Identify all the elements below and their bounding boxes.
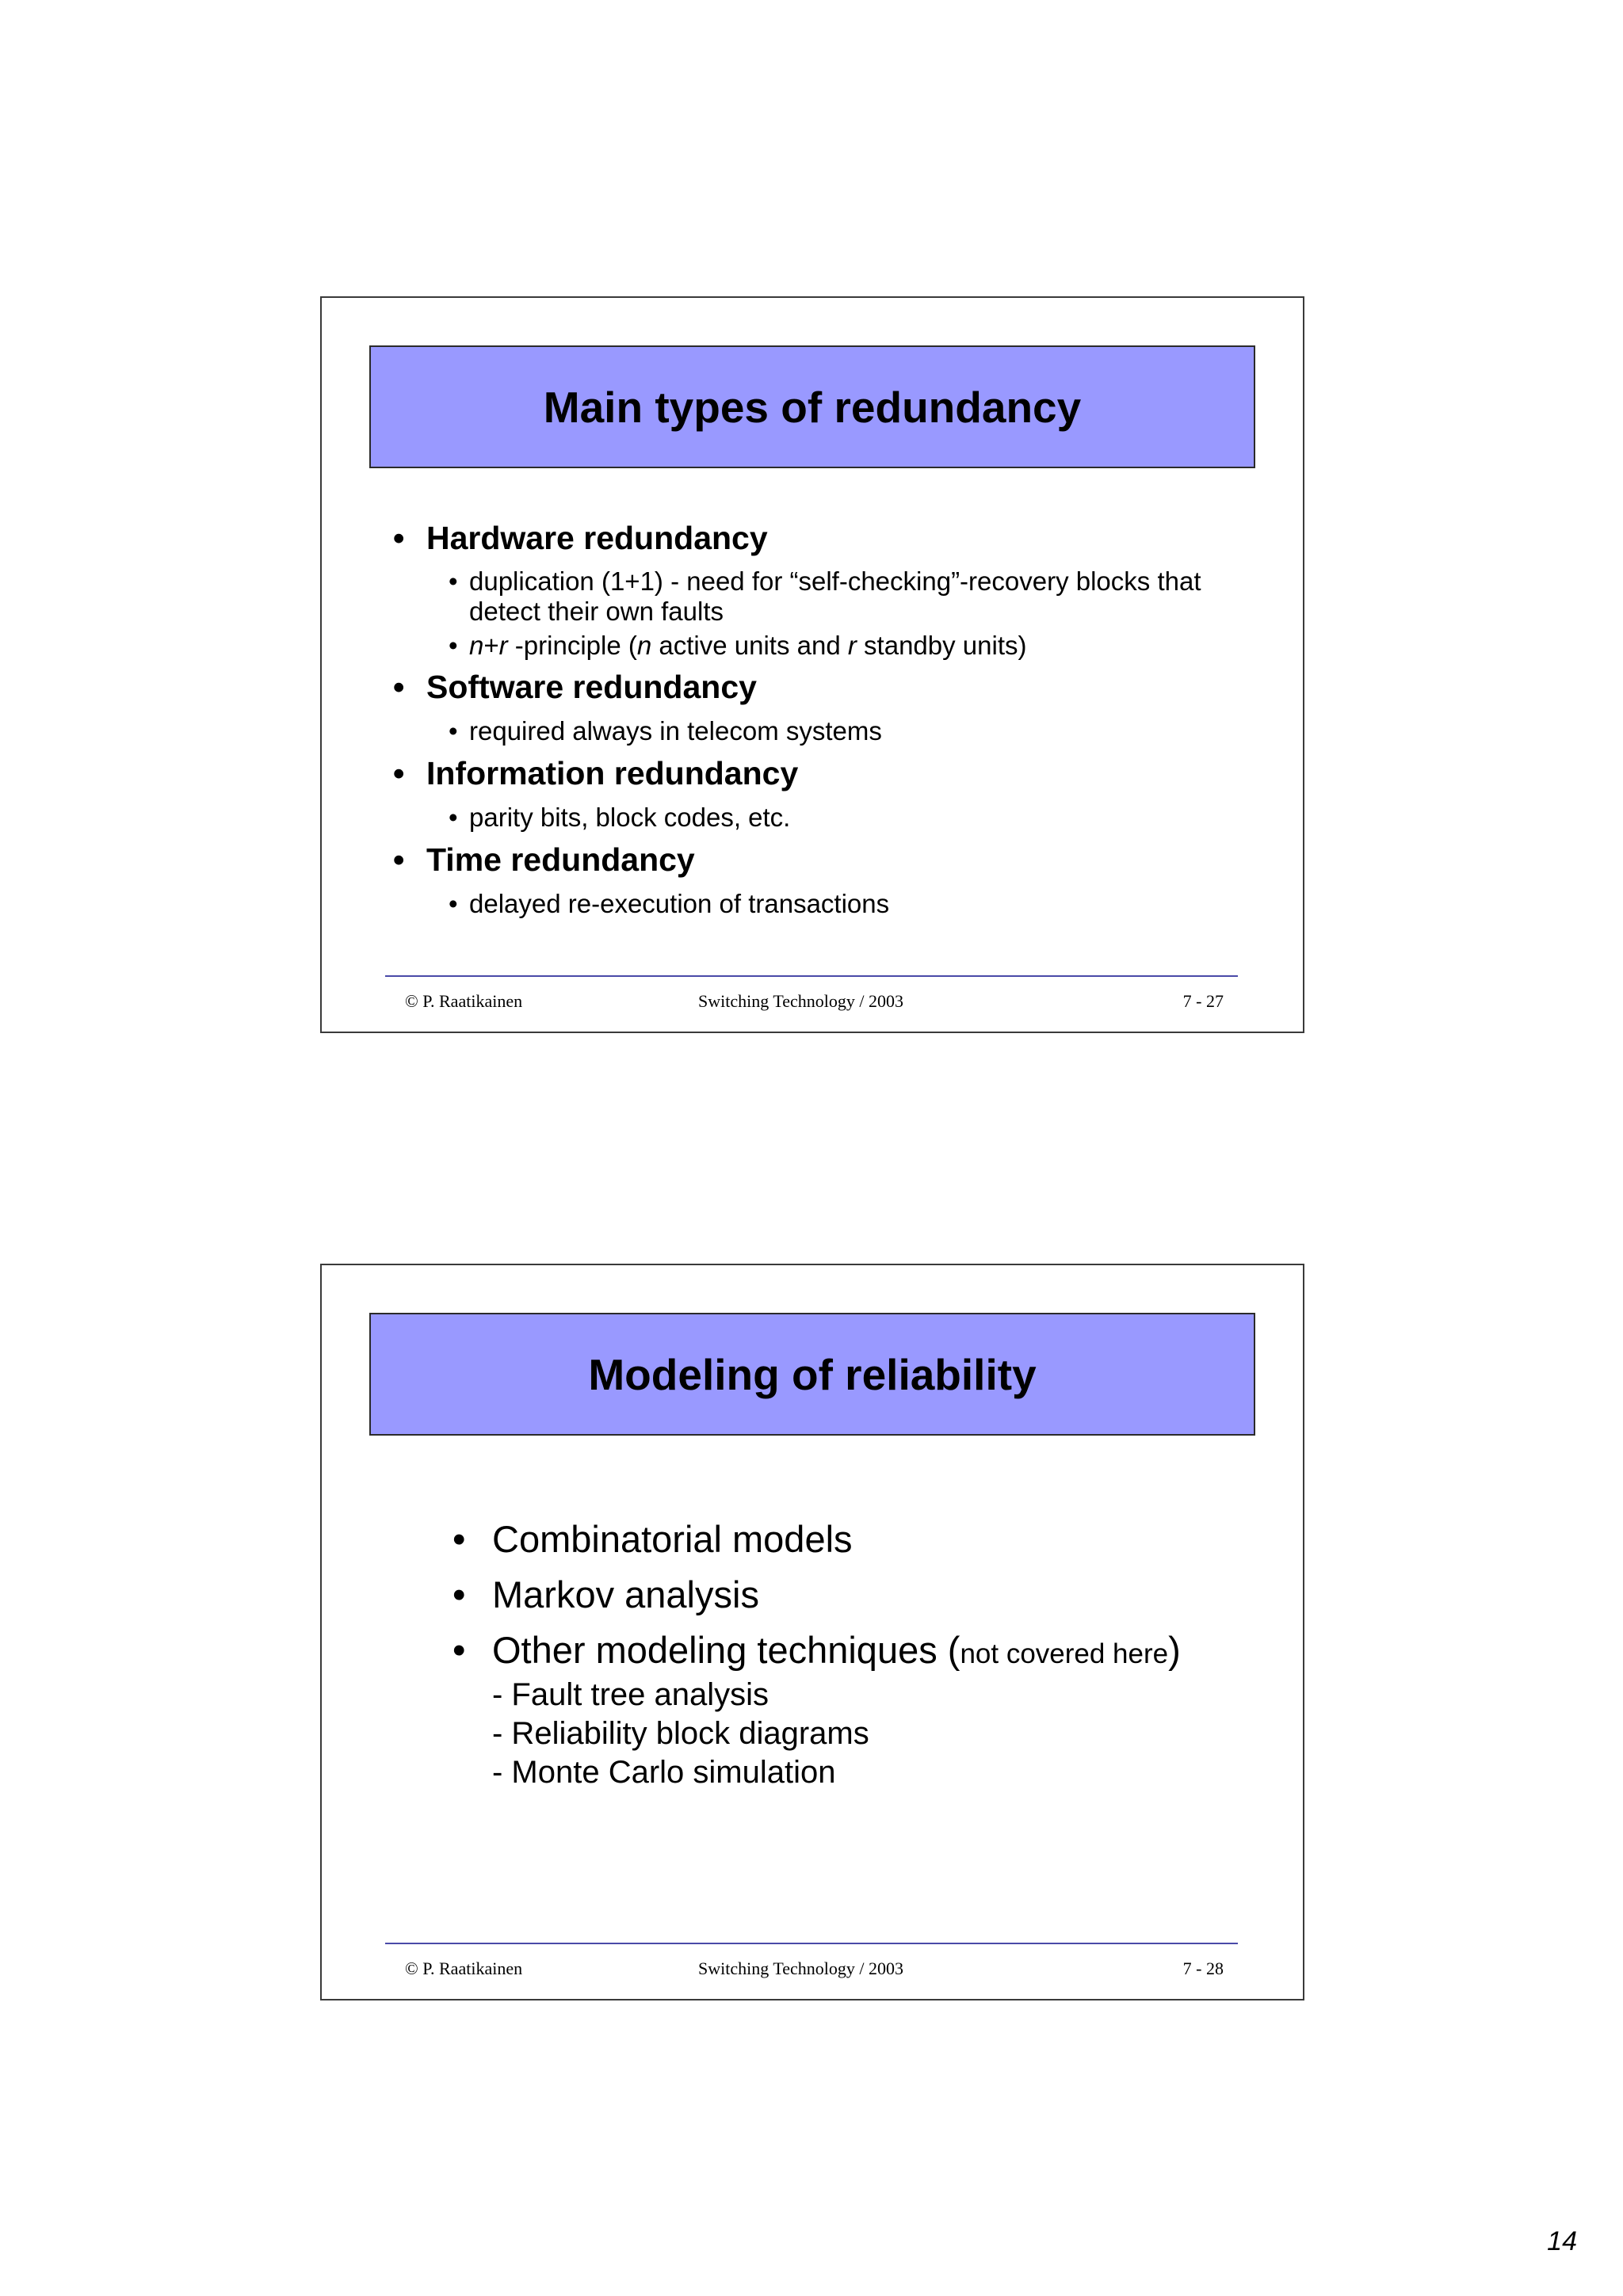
bullet-other-techniques: • Other modeling techniques (not covered here) xyxy=(453,1629,1181,1671)
bullet-information-redundancy: • Information redundancy xyxy=(393,755,799,791)
slide-title: Modeling of reliability xyxy=(369,1313,1255,1436)
page-number: 14 xyxy=(1547,2226,1577,2256)
bullet-dot: • xyxy=(449,803,458,832)
subbullet-duplication: • duplication (1+1) - need for “self-checking”-recovery blocks that detect their own faults xyxy=(449,566,1201,626)
subbullet-telecom: • required always in telecom systems xyxy=(449,716,882,746)
bullet-dot: • xyxy=(393,755,405,791)
footer-divider xyxy=(385,975,1238,977)
subbullet-reexecution: • delayed re-execution of transactions xyxy=(449,889,890,918)
footer-course: Switching Technology / 2003 xyxy=(698,1958,903,1978)
bullet-dot: • xyxy=(449,889,458,918)
bullet-dot: • xyxy=(453,1629,466,1671)
slide-main-types-of-redundancy xyxy=(320,296,1304,1033)
subitem-reliability-block: - Reliability block diagrams xyxy=(492,1716,869,1751)
bullet-dot: • xyxy=(393,520,405,556)
bullet-software-redundancy: • Software redundancy xyxy=(393,669,757,705)
footer-course: Switching Technology / 2003 xyxy=(698,991,903,1011)
bullet-dot: • xyxy=(449,566,458,596)
bullet-hardware-redundancy: • Hardware redundancy xyxy=(393,520,768,556)
subbullet-parity: • parity bits, block codes, etc. xyxy=(449,803,791,832)
bullet-time-redundancy: • Time redundancy xyxy=(393,841,695,878)
footer-divider xyxy=(385,1943,1238,1944)
footer-author: © P. Raatikainen xyxy=(405,991,523,1011)
footer-author: © P. Raatikainen xyxy=(405,1958,523,1978)
bullet-dot: • xyxy=(393,669,405,705)
footer-slide-number: 7 - 27 xyxy=(1182,991,1224,1011)
bullet-dot: • xyxy=(453,1518,466,1560)
bullet-dot: • xyxy=(453,1573,466,1615)
bullet-dot: • xyxy=(393,841,405,878)
footer-slide-number: 7 - 28 xyxy=(1182,1958,1224,1978)
subbullet-n-r-principle: • n+r -principle (n active units and r standby units) xyxy=(449,631,1027,660)
subitem-fault-tree: - Fault tree analysis xyxy=(492,1677,769,1712)
subitem-monte-carlo: - Monte Carlo simulation xyxy=(492,1755,836,1790)
bullet-dot: • xyxy=(449,631,458,660)
slide-modeling-of-reliability xyxy=(320,1264,1304,2000)
bullet-dot: • xyxy=(449,716,458,746)
bullet-markov-analysis: • Markov analysis xyxy=(453,1573,759,1615)
bullet-combinatorial-models: • Combinatorial models xyxy=(453,1518,853,1560)
slide-title: Main types of redundancy xyxy=(369,345,1255,468)
